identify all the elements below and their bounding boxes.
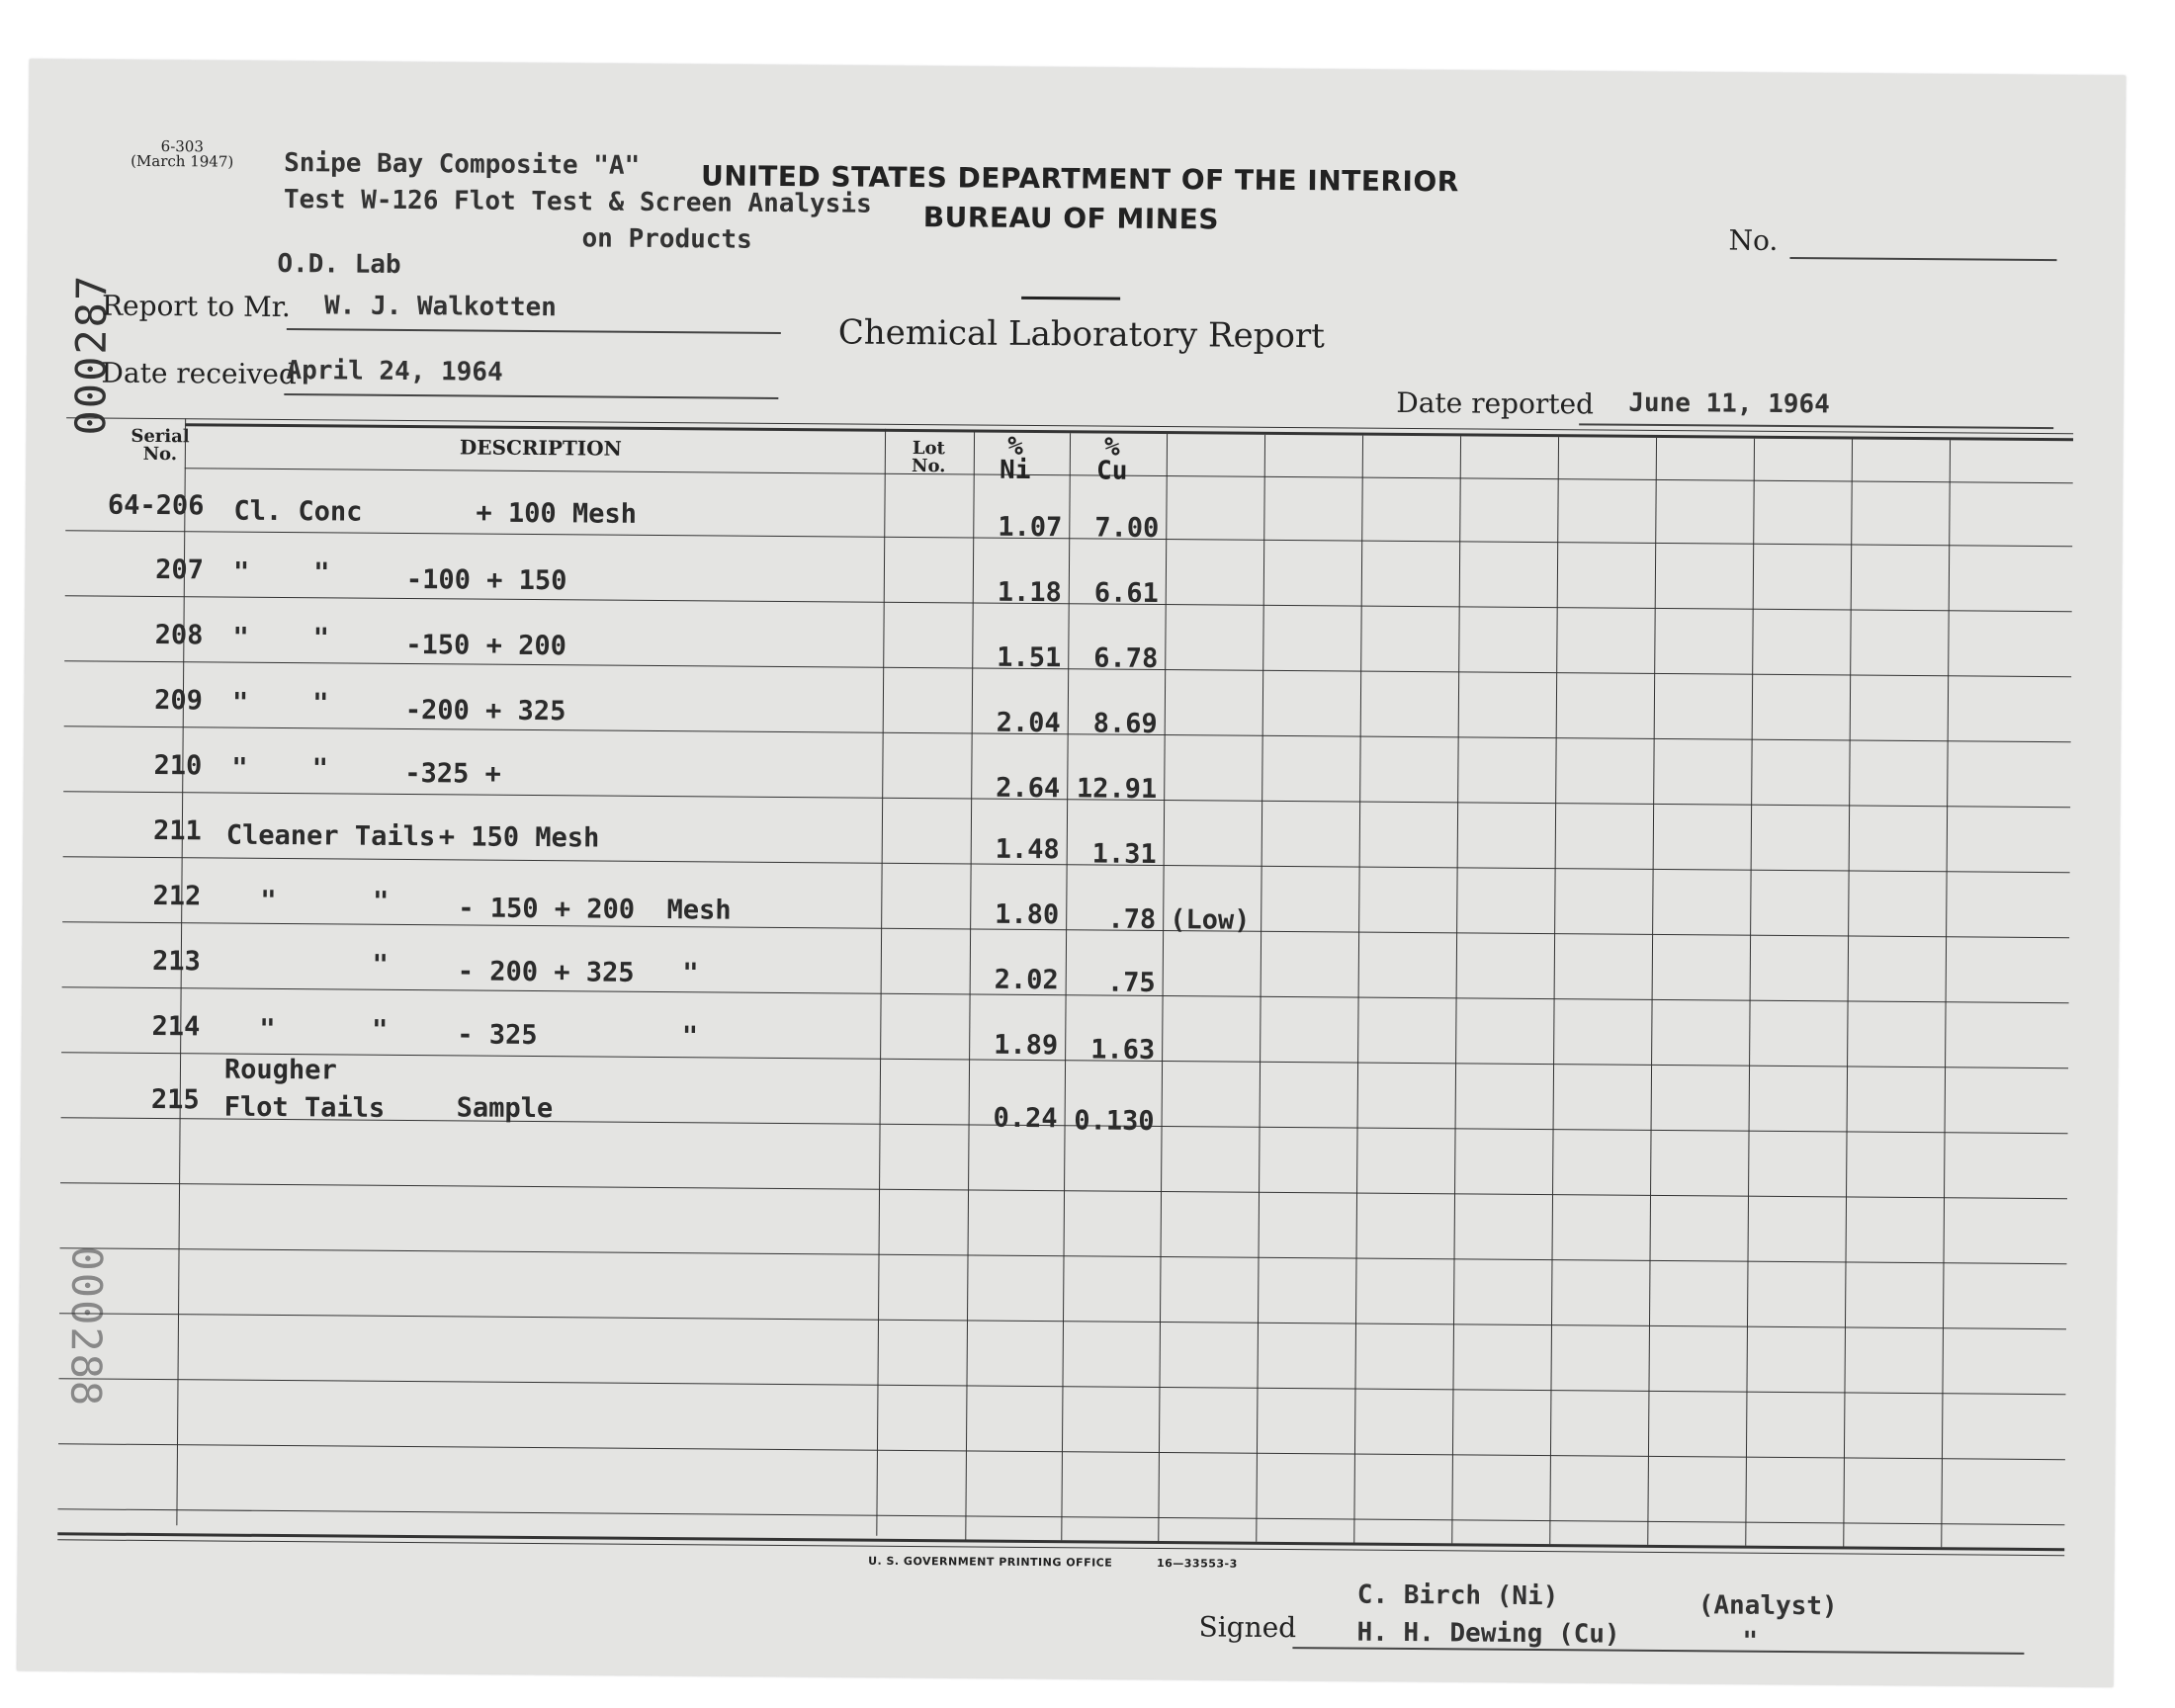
department-heading: UNITED STATES DEPARTMENT OF THE INTERIOR xyxy=(700,159,1459,199)
row-ni-value: 2.64 xyxy=(996,772,1061,805)
row-serial: 210 xyxy=(153,750,203,782)
row-serial: 215 xyxy=(150,1083,200,1116)
signed-label: Signed xyxy=(1198,1610,1297,1645)
row-cu-value: 12.91 xyxy=(1076,773,1158,805)
row-serial: 207 xyxy=(155,555,205,586)
row-description-b: -325 + xyxy=(404,758,502,790)
report-to-value: W. J. Walkotten xyxy=(323,291,557,323)
form-date: (March 1947) xyxy=(130,151,234,171)
row-serial: 211 xyxy=(152,815,202,847)
row-ni-value: 1.89 xyxy=(994,1029,1059,1062)
date-reported-label: Date reported xyxy=(1396,385,1595,421)
row-serial: 208 xyxy=(154,620,204,651)
row-description-b: + 150 Mesh xyxy=(438,821,600,854)
col-rule-9 xyxy=(1549,437,1559,1544)
row-description-b: -200 + 325 xyxy=(404,695,566,727)
row-serial: 209 xyxy=(154,685,204,717)
row-description-a: " " xyxy=(260,885,390,917)
row-description-a: " " xyxy=(231,752,329,785)
report-sheet xyxy=(17,59,2126,1687)
col-rule-8 xyxy=(1451,436,1461,1543)
row-serial: 212 xyxy=(152,881,202,912)
date-reported-field xyxy=(1579,423,2053,429)
analyst-cu: H. H. Dewing (Cu) xyxy=(1356,1617,1620,1650)
report-title: Chemical Laboratory Report xyxy=(837,312,1326,357)
row-description-b: - 325 " xyxy=(457,1019,699,1053)
row-description-b: -100 + 150 xyxy=(405,564,567,597)
col-rule-13 xyxy=(1941,440,1951,1547)
row-description-a: " " xyxy=(232,556,330,589)
row-cu-value: 0.130 xyxy=(1074,1105,1155,1137)
row-description-a: " " xyxy=(231,687,329,720)
row-serial: 214 xyxy=(151,1011,201,1043)
col-header-lot: Lot No. xyxy=(911,438,946,477)
archive-stamp-top: 000287 xyxy=(66,273,117,436)
no-label: No. xyxy=(1728,223,1779,257)
archive-stamp-bottom: 000288 xyxy=(61,1245,112,1409)
row-cu-value: 6.78 xyxy=(1093,642,1159,674)
analyst-ni: C. Birch (Ni) xyxy=(1356,1580,1559,1612)
row-ni-value: 2.02 xyxy=(994,964,1059,996)
col-header-cu: % Cu xyxy=(1095,432,1128,486)
project-line-2: Test W-126 Flot Test & Screen Analysis xyxy=(283,185,872,219)
report-to-label: Report to Mr. xyxy=(101,289,292,324)
row-ni-value: 1.18 xyxy=(997,576,1062,609)
row-cu-value: 1.31 xyxy=(1091,838,1157,870)
col-rule-7 xyxy=(1353,436,1363,1543)
row-description-a: Rougher Flot Tails xyxy=(223,1054,386,1124)
date-received-label: Date received xyxy=(101,356,297,391)
row-ni-value: 2.04 xyxy=(996,707,1061,739)
row-description-b: + 100 Mesh xyxy=(476,497,638,530)
row-description-b: - 150 + 200 Mesh xyxy=(458,893,732,926)
row-description-a: " " xyxy=(232,622,330,654)
row-cu-value: 8.69 xyxy=(1092,708,1158,739)
project-line-1: Snipe Bay Composite "A" xyxy=(284,148,641,181)
form-number xyxy=(123,139,241,170)
project-line-3: on Products xyxy=(581,223,752,255)
row-ni-value: 0.24 xyxy=(993,1102,1058,1135)
row-ni-value: 1.07 xyxy=(998,511,1063,544)
row-cu-value: .78 xyxy=(1107,903,1157,935)
col-rule-12 xyxy=(1843,439,1853,1546)
col-header-description: DESCRIPTION xyxy=(459,435,622,461)
row-cu-value: 6.61 xyxy=(1093,577,1159,609)
analyst-ditto: " xyxy=(1742,1626,1759,1657)
row-ni-value: 1.48 xyxy=(995,833,1060,866)
form-number-value: 6-303 xyxy=(160,137,205,156)
row-description-a: Cl. Conc xyxy=(233,495,363,528)
printing-code: 16—33553-3 xyxy=(1156,1557,1238,1571)
row-serial: 64-206 xyxy=(107,489,205,522)
col-rule-5 xyxy=(1158,434,1168,1541)
col-rule-11 xyxy=(1745,439,1755,1546)
row-serial: 213 xyxy=(151,946,201,978)
row-cu-value: .75 xyxy=(1106,967,1156,998)
col-rule-10 xyxy=(1647,438,1657,1545)
date-received-field xyxy=(284,393,778,399)
row-ni-value: 1.80 xyxy=(995,898,1060,931)
col-header-serial: Serial No. xyxy=(130,425,190,466)
row-note: (Low) xyxy=(1170,904,1251,936)
lab-name: O.D. Lab xyxy=(277,248,401,280)
col-rule-6 xyxy=(1256,435,1265,1542)
row-cu-value: 1.63 xyxy=(1090,1034,1156,1066)
analyst-label: (Analyst) xyxy=(1697,1590,1838,1622)
row-description-b: - 200 + 325 " xyxy=(457,956,699,989)
printing-office-name: U. S. GOVERNMENT PRINTING OFFICE xyxy=(868,1554,1113,1570)
report-to-field xyxy=(287,328,781,334)
row-description-a: Cleaner Tails xyxy=(225,819,436,853)
col-rule-2 xyxy=(876,429,886,1536)
col-header-ni: % Ni xyxy=(999,431,1031,485)
date-reported-value: June 11, 1964 xyxy=(1628,387,1830,420)
heading-rule xyxy=(1021,297,1120,300)
row-cu-value: 7.00 xyxy=(1094,512,1160,544)
row-description-b: Sample xyxy=(456,1092,554,1125)
no-field[interactable] xyxy=(1789,257,2056,261)
printing-office xyxy=(868,1555,1238,1571)
bureau-heading: BUREAU OF MINES xyxy=(922,201,1220,236)
row-ni-value: 1.51 xyxy=(997,641,1062,674)
date-received-value: April 24, 1964 xyxy=(286,356,503,387)
signature-line xyxy=(1292,1647,2024,1655)
row-description-a: " xyxy=(259,948,389,981)
row-description-a: " " xyxy=(259,1013,389,1046)
row-description-b: -150 + 200 xyxy=(405,630,567,662)
